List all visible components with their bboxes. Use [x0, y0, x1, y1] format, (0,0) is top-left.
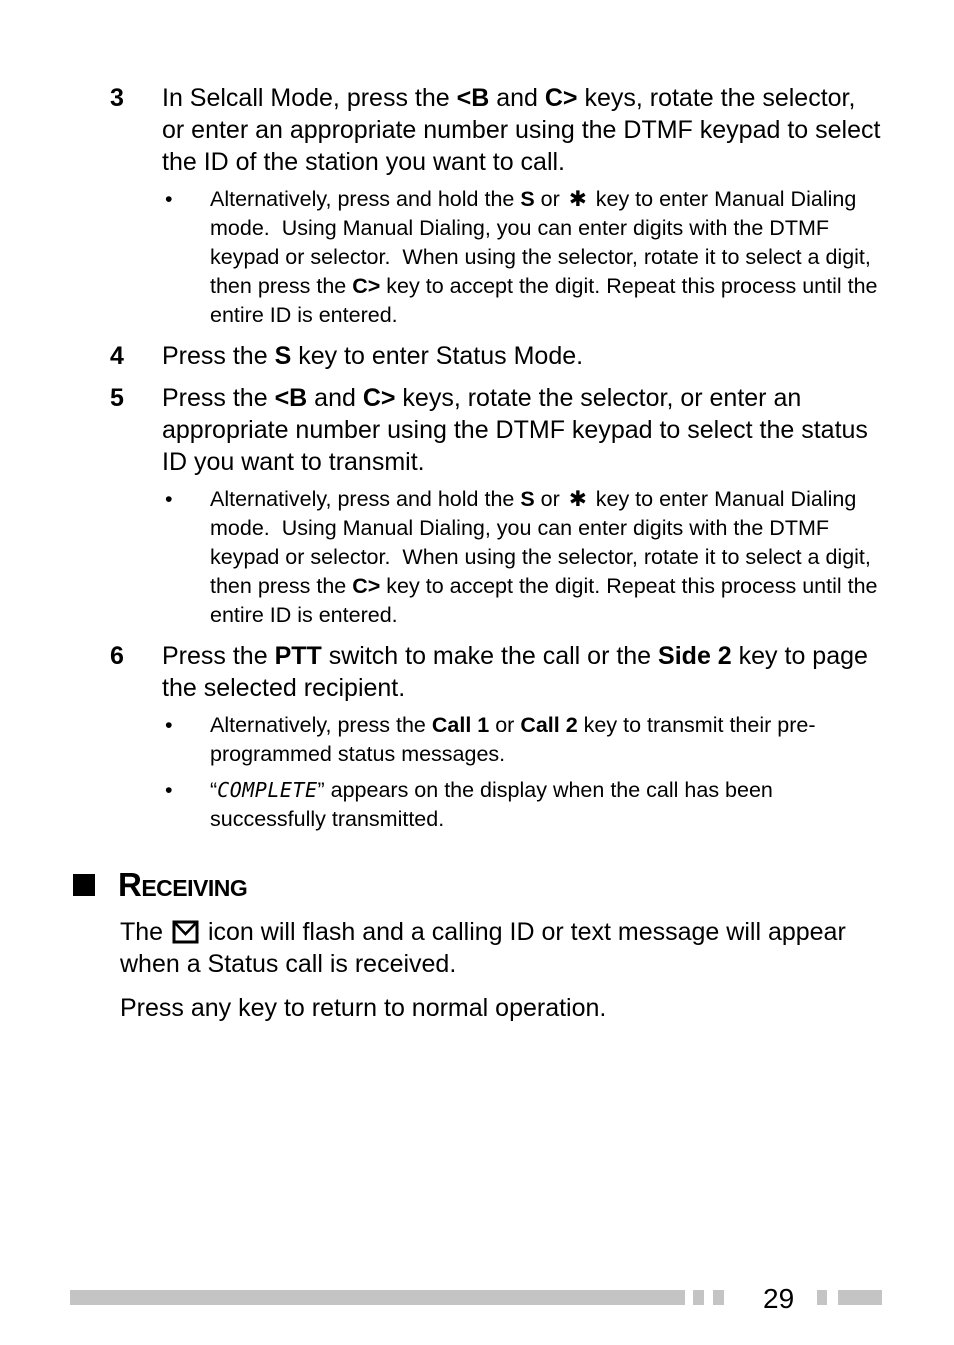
bold-key-label: PTT — [274, 642, 322, 670]
heading-lead-letter: R — [118, 866, 142, 903]
bold-key-label: C> — [544, 84, 578, 112]
body-text: or — [534, 487, 566, 511]
body-text: keys, rotate the selector, or enter an appropriate number using the DTMF keypad to select the status ID you want to transmit. — [162, 384, 875, 476]
body-text: Alternatively, press and hold the — [210, 187, 521, 211]
bullet-text — [210, 711, 882, 769]
body-text: Press the — [162, 642, 275, 670]
section-heading — [73, 866, 954, 904]
bullet-text — [210, 185, 882, 330]
body-text: Alternatively, press and hold the — [210, 487, 521, 511]
section-heading-text — [118, 866, 247, 904]
content — [0, 82, 954, 1024]
body-text: or — [534, 187, 566, 211]
bullet-marker: • — [165, 487, 173, 511]
bold-key-label: Call 2 — [520, 713, 578, 737]
bold-key-label: S — [520, 187, 535, 211]
paragraph — [120, 992, 876, 1024]
lcd-display-text: COMPLETE — [217, 778, 318, 802]
body-text: Press any key to return to normal operation. — [120, 994, 607, 1022]
step-item — [110, 382, 954, 478]
footer-bar-short — [838, 1290, 882, 1305]
paragraph — [120, 916, 876, 980]
step-number: 3 — [110, 84, 124, 112]
heading-small-caps: ECEIVING — [141, 875, 248, 901]
bold-key-label: C> — [352, 274, 381, 298]
step-item — [110, 340, 954, 372]
bullet-text — [210, 485, 882, 630]
body-text: Alternatively, press the — [210, 713, 432, 737]
body-text: “ — [210, 778, 218, 802]
step-text — [162, 340, 882, 372]
step-number: 4 — [110, 342, 124, 370]
body-text: key to enter Manual Dialing mode. Using Manual Dialing, you can enter digits with the DTMF keypad or selector. When using the selector, rotate it to select a digit, then press the — [210, 187, 877, 298]
bullet-marker: • — [165, 778, 173, 802]
star-key-symbol: ✱ — [568, 187, 587, 212]
bullet-item — [165, 776, 954, 834]
body-text: and — [489, 84, 545, 112]
bold-key-label: S — [520, 487, 535, 511]
footer-square-3 — [817, 1290, 827, 1305]
bullet-marker: • — [165, 713, 173, 737]
bold-key-label: <B — [274, 384, 308, 412]
footer-square-2 — [713, 1290, 724, 1305]
bullet-marker: • — [165, 187, 173, 211]
step-text — [162, 382, 882, 478]
body-text: key to accept the digit. Repeat this process until the entire ID is entered. — [210, 274, 884, 327]
body-text: In Selcall Mode, press the — [162, 84, 457, 112]
step-number: 6 — [110, 642, 124, 670]
bold-key-label: <B — [456, 84, 490, 112]
page-number: 29 — [763, 1283, 795, 1314]
body-text: Press the — [162, 384, 275, 412]
star-key-symbol: ✱ — [568, 487, 587, 512]
bullet-item — [165, 185, 954, 330]
body-text: key to accept the digit. Repeat this process until the entire ID is entered. — [210, 574, 884, 627]
step-item — [110, 82, 954, 178]
bold-key-label: C> — [362, 384, 396, 412]
footer-square-1 — [693, 1290, 704, 1305]
step-number: 5 — [110, 384, 124, 412]
bold-key-label: Side 2 — [658, 642, 732, 670]
bold-key-label: C> — [352, 574, 381, 598]
body-text: icon will flash and a calling ID or text message will appear when a Status call is received. — [120, 918, 853, 978]
footer-bar-long — [70, 1290, 685, 1305]
step-text — [162, 640, 882, 704]
bold-key-label: S — [274, 342, 292, 370]
body-text: and — [307, 384, 363, 412]
body-text: key to transmit their pre-programmed status messages. — [210, 713, 816, 766]
bold-key-label: Call 1 — [431, 713, 490, 737]
body-text: Press the — [162, 342, 275, 370]
bullet-item — [165, 711, 954, 769]
envelope-icon — [170, 918, 201, 946]
body-text: switch to make the call or the — [321, 642, 659, 670]
body-text: keys, rotate the selector, or enter an appropriate number using the DTMF keypad to select the ID of the station you want to call. — [162, 84, 888, 176]
body-text: key to enter Status Mode. — [291, 342, 584, 370]
body-text: key to page the selected recipient. — [162, 642, 875, 702]
body-text: The — [120, 918, 171, 946]
step-item — [110, 640, 954, 704]
body-text: ” appears on the display when the call has been successfully transmitted. — [210, 778, 779, 831]
section-square-icon — [73, 874, 95, 896]
bullet-item — [165, 485, 954, 630]
bullet-text — [210, 776, 882, 834]
body-text: or — [489, 713, 521, 737]
step-text — [162, 82, 888, 178]
body-text: key to enter Manual Dialing mode. Using Manual Dialing, you can enter digits with the DTMF keypad or selector. When using the selector, rotate it to select a digit, then press the — [210, 487, 877, 598]
